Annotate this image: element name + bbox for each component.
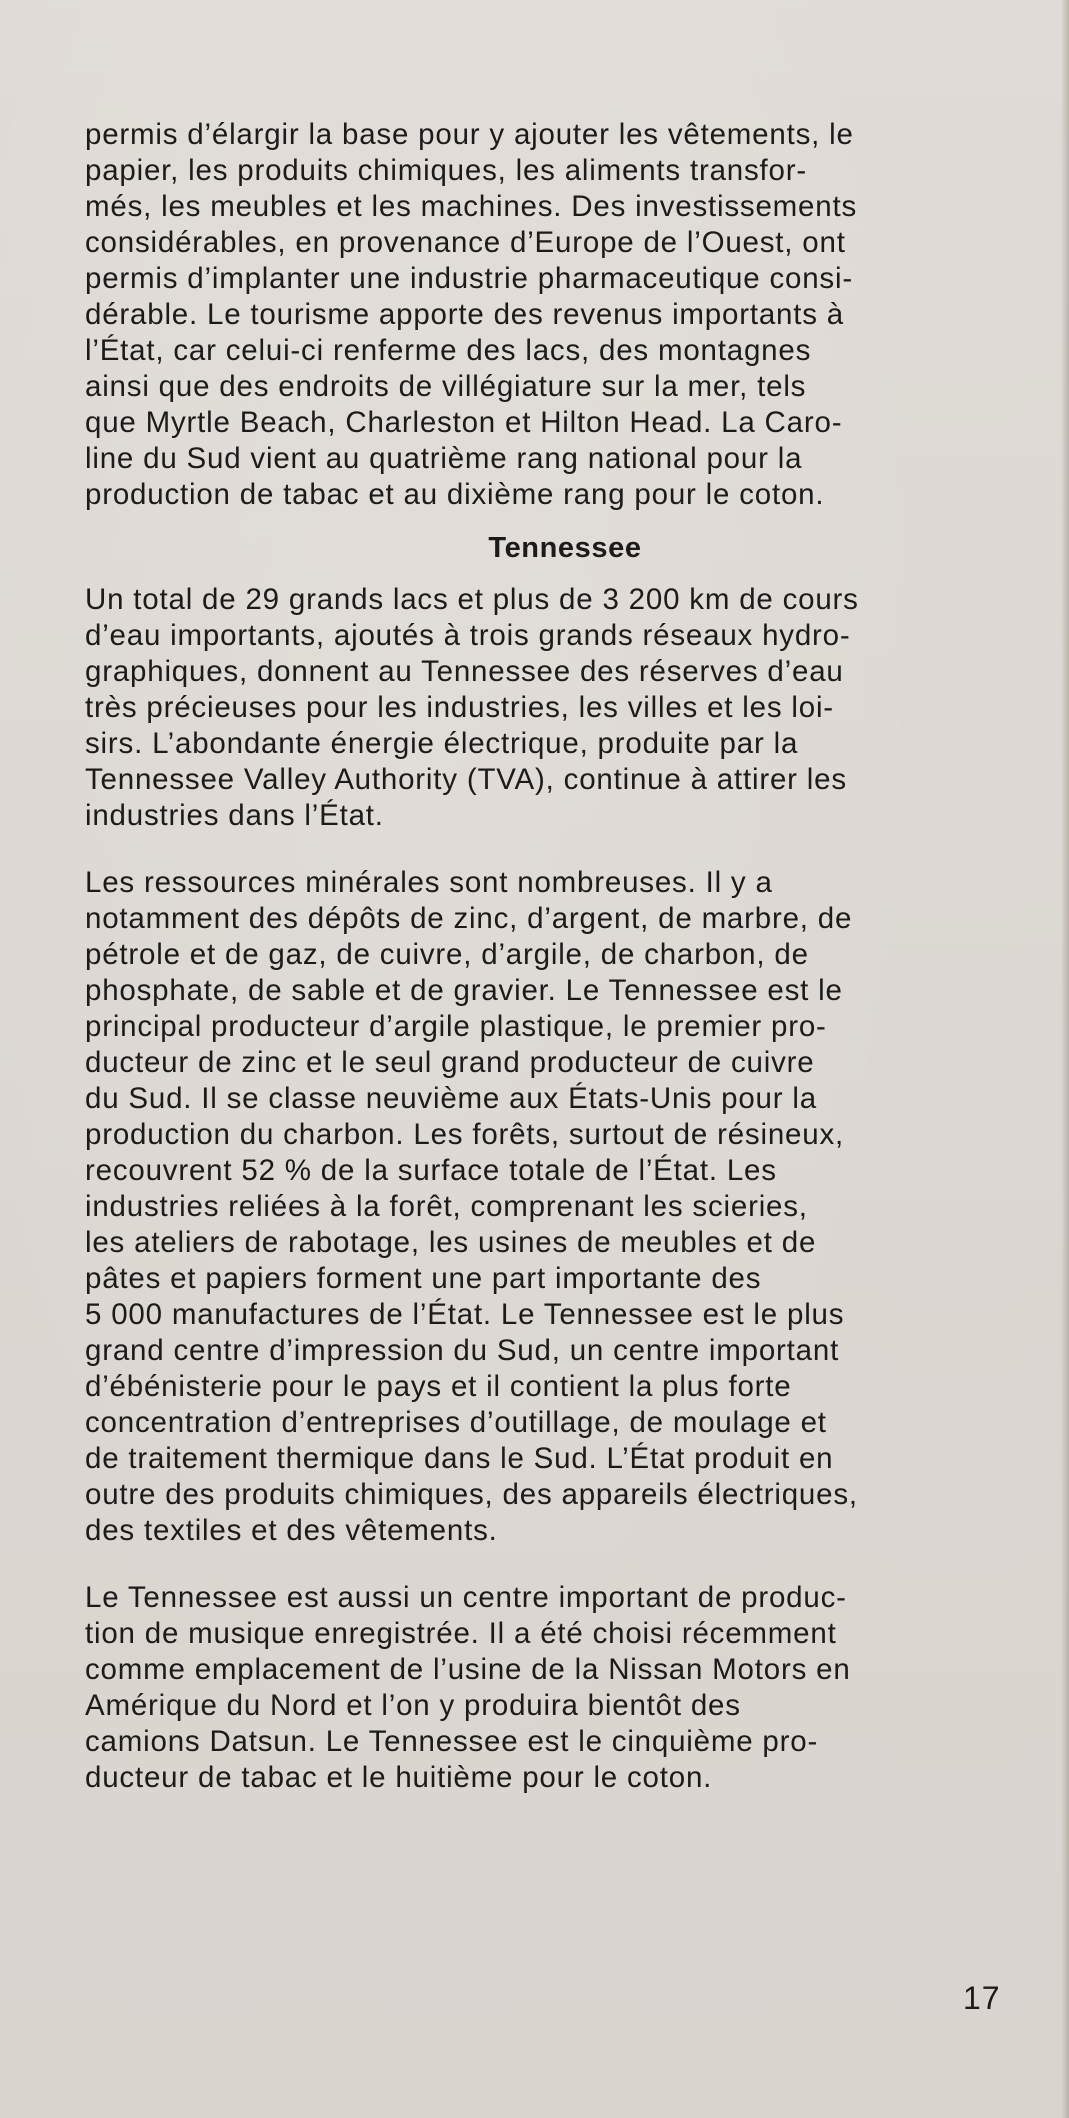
text-line: considérables, en provenance d’Europe de l’Ouest, ont [85,226,846,259]
text-line: camions Datsun. Le Tennessee est le cinquième pro- [85,1725,819,1758]
text-line: pâtes et papiers forment une part importante des [85,1262,762,1295]
page-number: 17 [963,1980,1001,2016]
text-line: ainsi que des endroits de villégiature sur la mer, tels [85,370,807,403]
text-line: concentration d’entreprises d’outillage, de moulage et [85,1406,827,1439]
text-line: més, les meubles et les machines. Des investissements [85,190,857,223]
text-line: line du Sud vient au quatrième rang national pour la [85,442,803,475]
text-line: Amérique du Nord et l’on y produira bientôt des [85,1689,741,1722]
section-heading: Tennessee [488,532,642,564]
text-line: Un total de 29 grands lacs et plus de 3 200 km de cours [85,583,859,616]
text-line: sirs. L’abondante énergie électrique, produite par la [85,727,799,760]
text-line: Le Tennessee est aussi un centre important de produc- [85,1581,847,1614]
text-line: graphiques, donnent au Tennessee des réserves d’eau [85,655,844,688]
page-edge-shadow [1061,0,1069,2118]
text-line: d’eau importants, ajoutés à trois grands réseaux hydro- [85,619,851,652]
text-line: pétrole et de gaz, de cuivre, d’argile, de charbon, de [85,938,809,971]
text-line: phosphate, de sable et de gravier. Le Tennessee est le [85,974,843,1007]
paragraph-mineral-resources [85,865,1045,1549]
text-column [85,117,1045,1796]
text-line: que Myrtle Beach, Charleston et Hilton Head. La Caro- [85,406,843,439]
text-line: des textiles et des vêtements. [85,1514,498,1547]
text-line: production du charbon. Les forêts, surtout de résineux, [85,1118,844,1151]
text-line: principal producteur d’argile plastique, le premier pro- [85,1010,827,1043]
text-line: ducteur de zinc et le seul grand producteur de cuivre [85,1046,815,1079]
text-line: outre des produits chimiques, des appareils électriques, [85,1478,858,1511]
text-line: notamment des dépôts de zinc, d’argent, de marbre, de [85,902,853,935]
text-line: Les ressources minérales sont nombreuses. Il y a [85,866,773,899]
text-line: permis d’élargir la base pour y ajouter les vêtements, le [85,118,854,151]
text-line: permis d’implanter une industrie pharmaceutique consi- [85,262,853,295]
text-line: très précieuses pour les industries, les villes et les loi- [85,691,834,724]
text-line: de traitement thermique dans le Sud. L’État produit en [85,1442,834,1475]
paragraph-music-industry [85,1580,1045,1796]
text-line: ducteur de tabac et le huitième pour le coton. [85,1761,713,1794]
text-line: d’ébénisterie pour le pays et il contient la plus forte [85,1370,792,1403]
paragraph-water-resources [85,582,1045,834]
text-line: comme emplacement de l’usine de la Nissan Motors en [85,1653,851,1686]
text-line: grand centre d’impression du Sud, un centre important [85,1334,840,1367]
text-line: les ateliers de rabotage, les usines de meubles et de [85,1226,817,1259]
text-line: du Sud. Il se classe neuvième aux États-Unis pour la [85,1082,817,1115]
text-line: recouvrent 52 % de la surface totale de l’État. Les [85,1154,777,1187]
text-line: Tennessee Valley Authority (TVA), continue à attirer les [85,763,847,796]
text-line: tion de musique enregistrée. Il a été choisi récemment [85,1617,837,1650]
continued-paragraph [85,117,1045,513]
text-line: production de tabac et au dixième rang pour le coton. [85,478,825,511]
text-line: papier, les produits chimiques, les aliments transfor- [85,154,808,187]
text-line: dérable. Le tourisme apporte des revenus importants à [85,298,844,331]
text-line: 5 000 manufactures de l’État. Le Tennessee est le plus [85,1298,845,1331]
text-line: l’État, car celui-ci renferme des lacs, des montagnes [85,334,812,367]
text-line: industries dans l’État. [85,799,384,832]
text-line: industries reliées à la forêt, comprenant les scieries, [85,1190,808,1223]
